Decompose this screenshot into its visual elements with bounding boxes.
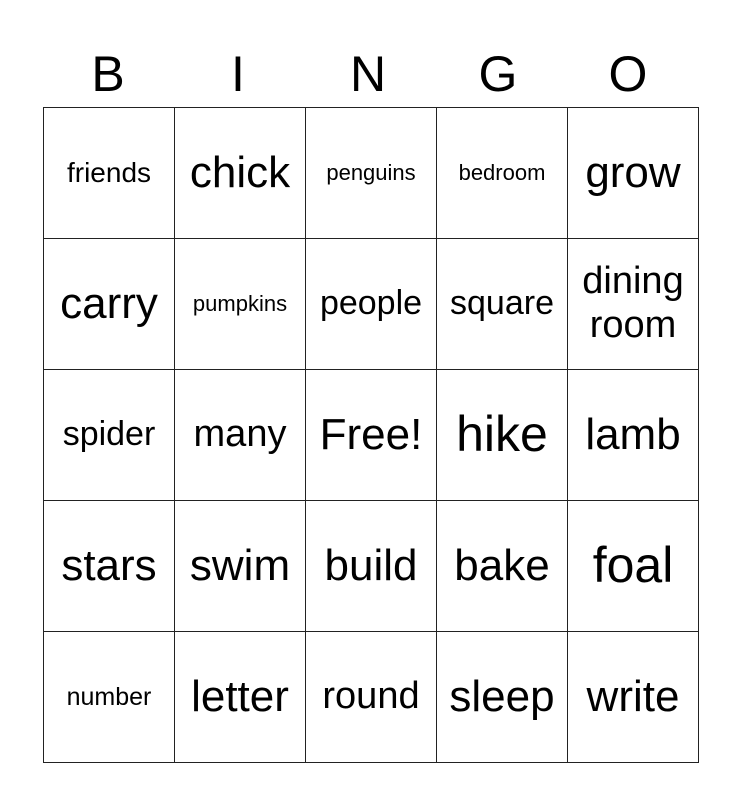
bingo-cell[interactable]: penguins [306,108,437,239]
bingo-cell[interactable]: lamb [568,370,699,501]
header-letter-n: N [349,46,387,102]
bingo-row [44,108,699,239]
bingo-cell[interactable]: people [306,239,437,370]
free-space-cell[interactable]: Free! [306,370,437,501]
bingo-cell[interactable]: stars [44,501,175,632]
bingo-cell[interactable]: bedroom [437,108,568,239]
bingo-cell[interactable]: write [568,632,699,763]
header-letter-g: G [478,46,518,102]
bingo-cell[interactable]: number [44,632,175,763]
bingo-cell[interactable]: spider [44,370,175,501]
bingo-header [43,44,693,104]
header-letter-o: O [608,46,648,102]
bingo-cell[interactable]: many [175,370,306,501]
header-letter-i: I [231,46,245,102]
bingo-cell[interactable]: round [306,632,437,763]
bingo-cell[interactable]: foal [568,501,699,632]
bingo-row [44,501,699,632]
bingo-cell[interactable]: letter [175,632,306,763]
header-letter-b: B [91,46,125,102]
bingo-row [44,239,699,370]
bingo-cell[interactable]: dining room [568,239,699,370]
bingo-cell[interactable]: bake [437,501,568,632]
bingo-cell[interactable]: carry [44,239,175,370]
bingo-cell[interactable]: square [437,239,568,370]
bingo-cell[interactable]: build [306,501,437,632]
bingo-cell[interactable]: hike [437,370,568,501]
bingo-card [43,107,699,763]
bingo-cell[interactable]: swim [175,501,306,632]
bingo-cell[interactable]: pumpkins [175,239,306,370]
bingo-row [44,632,699,763]
bingo-cell[interactable]: sleep [437,632,568,763]
bingo-cell[interactable]: chick [175,108,306,239]
bingo-row [44,370,699,501]
bingo-cell[interactable]: grow [568,108,699,239]
bingo-cell[interactable]: friends [44,108,175,239]
